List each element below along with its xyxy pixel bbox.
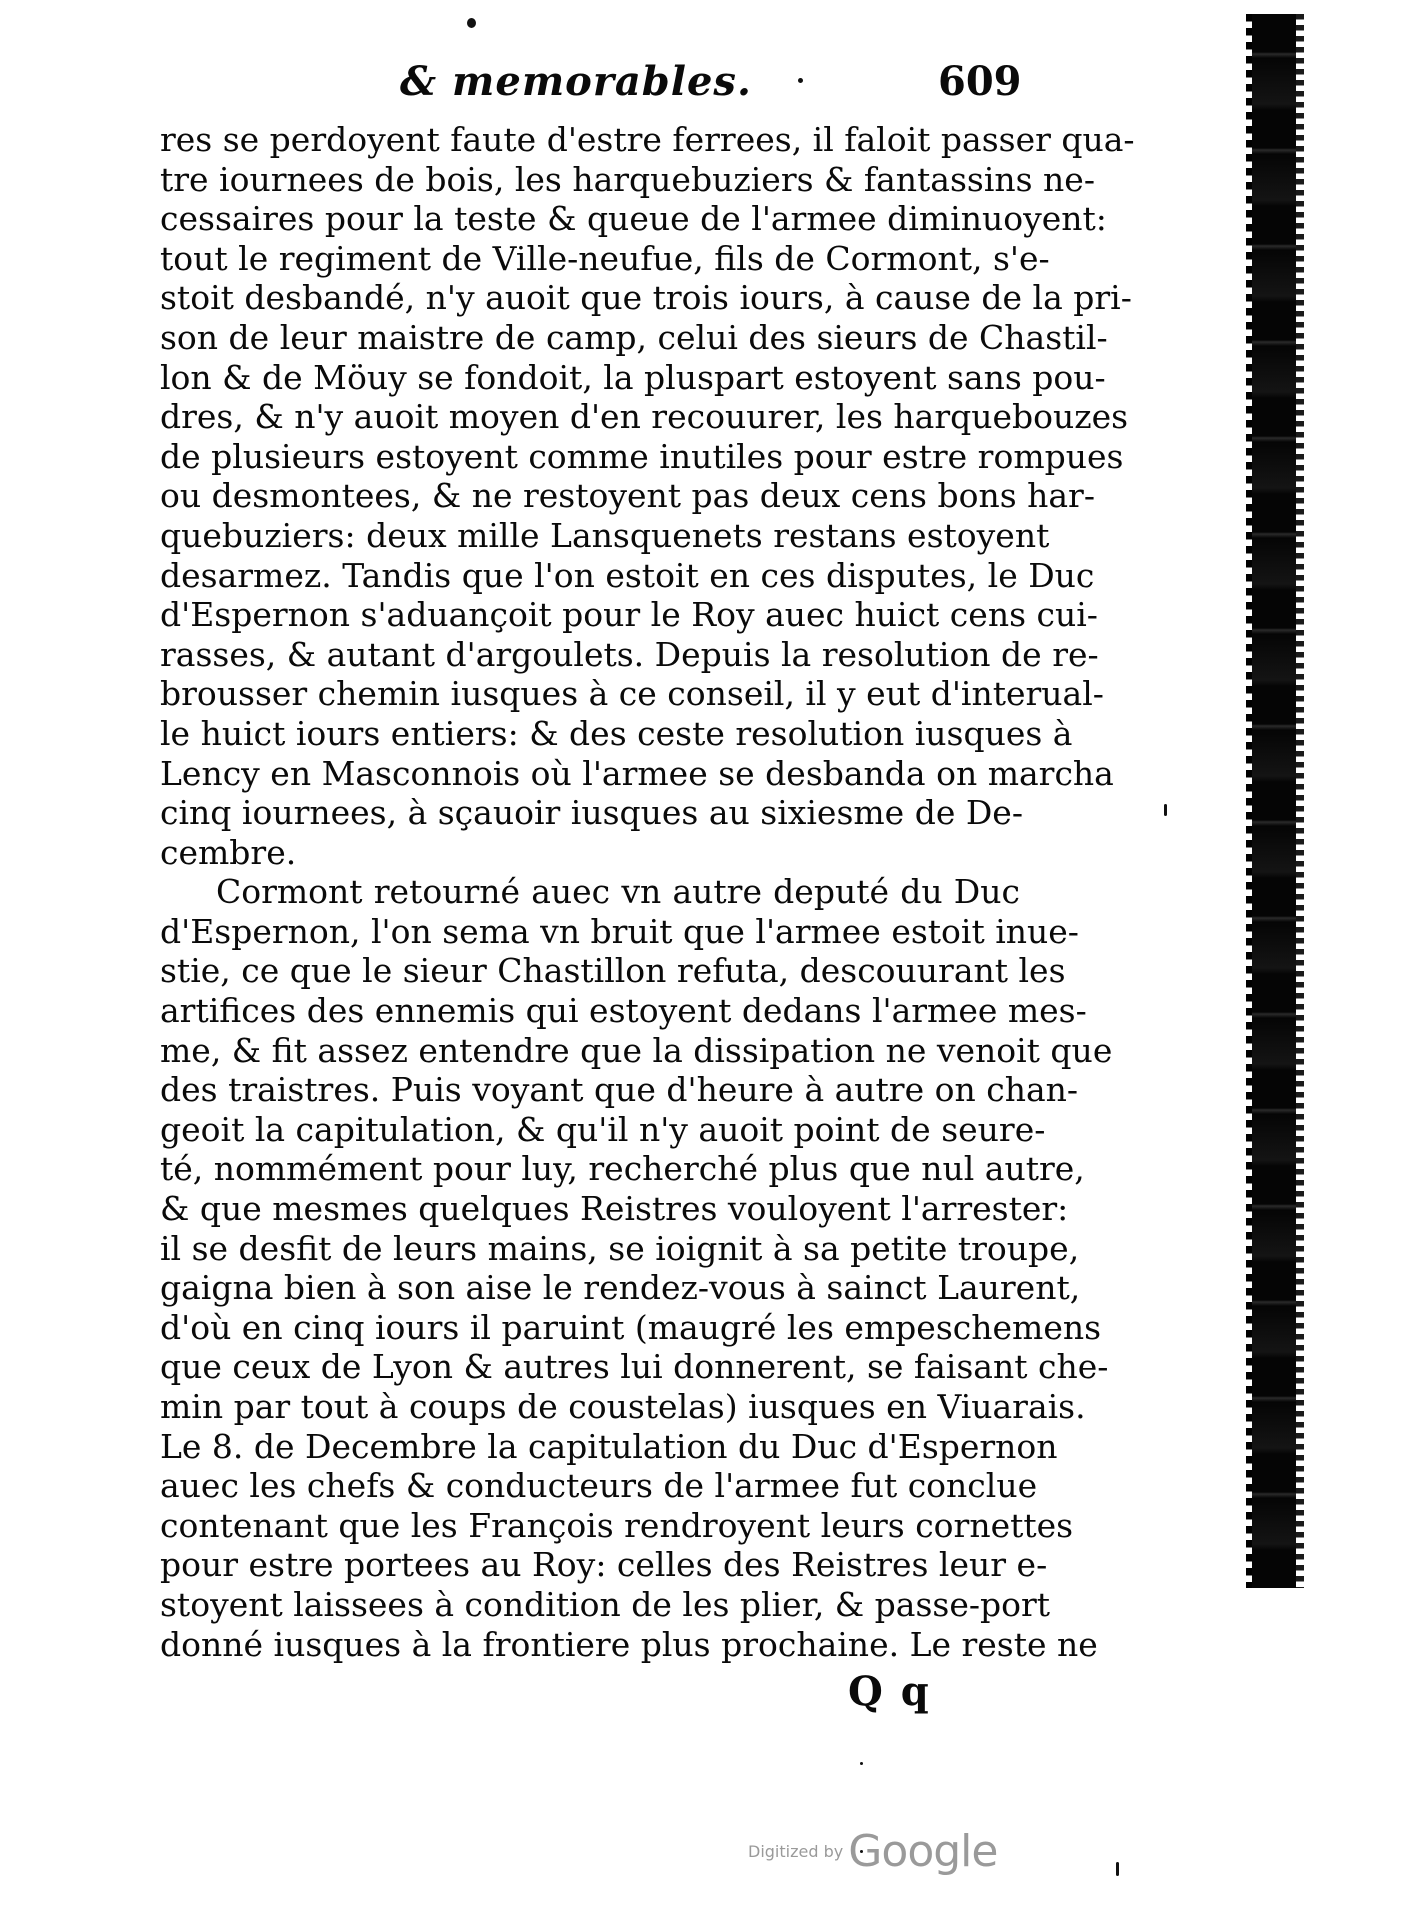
book-binding-edge [1252,14,1296,1588]
text-line: dres, & n'y auoit moyen d'en recouurer, les harquebouzes [160,397,1129,437]
digitized-prefix: Digitized by [748,1842,844,1861]
text-line: ou desmontees, & ne restoyent pas deux cens bons har- [160,476,1095,516]
text-line: d'Espernon, l'on sema vn bruit que l'armee estoit inue- [160,911,1079,951]
digitized-by-google-watermark [748,1826,997,1877]
text-line: contenant que les François rendroyent leurs cornettes [160,1505,1074,1545]
text-line: d'où en cinq iours il paruint (maugré les empeschemens [160,1307,1102,1347]
body-text [160,120,1135,1664]
text-line: stoyent laissees à condition de les plier, & passe-port [160,1584,1051,1624]
text-line: auec les chefs & conducteurs de l'armee fut conclue [160,1466,1038,1506]
text-line: stoit desbandé, n'y auoit que trois iours, à cause de la pri- [160,278,1132,318]
text-line: geoit la capitulation, & qu'il n'y auoit point de seure- [160,1109,1046,1149]
text-line: Le 8. de Decembre la capitulation du Duc d'Espernon [160,1426,1058,1466]
text-line: son de leur maistre de camp, celui des sieurs de Chastil- [160,317,1108,357]
ink-dot [467,18,476,28]
margin-speck [860,1762,863,1765]
running-head: & memorables. [400,58,752,105]
text-line: brousser chemin iusques à ce conseil, il y eut d'interual- [160,674,1104,714]
text-line: desarmez. Tandis que l'on estoit en ces disputes, le Duc [160,555,1095,595]
text-line: le huict iours entiers: & des ceste resolution iusques à [160,713,1073,753]
text-line: cinq iournees, à sçauoir iusques au sixiesme de De- [160,793,1023,833]
text-line: tout le regiment de Ville-neufue, fils de Cormont, s'e- [160,238,1050,278]
text-line: cessaires pour la teste & queue de l'armee diminuoyent: [160,199,1107,239]
text-line: pour estre portees au Roy: celles des Reistres leur e- [160,1545,1048,1585]
text-line: que ceux de Lyon & autres lui donnerent, se faisant che- [160,1347,1109,1387]
page-number: 609 [938,58,1022,105]
text-line: stie, ce que le sieur Chastillon refuta, descouurant les [160,951,1066,991]
text-line: lon & de Möuy se fondoit, la pluspart estoyent sans pou- [160,357,1106,397]
ink-dot [798,78,803,83]
text-line: rasses, & autant d'argoulets. Depuis la resolution de re- [160,634,1099,674]
text-line: gaigna bien à son aise le rendez-vous à sainct Laurent, [160,1268,1081,1308]
text-line: Lency en Masconnois où l'armee se desbanda on marcha [160,753,1114,793]
google-logo: Google [848,1826,998,1877]
text-line: me, & fit assez entendre que la dissipation ne venoit que [160,1030,1113,1070]
text-line: min par tout à coups de coustelas) iusques en Viuarais. [160,1387,1086,1426]
text-line: quebuziers: deux mille Lansquenets restans estoyent [160,515,1050,555]
paragraph-start: Cormont retourné auec vn autre deputé du Duc [216,872,1020,912]
margin-speck [1116,1862,1119,1876]
signature-mark: Q q [848,1668,931,1715]
text-line: artifices des ennemis qui estoyent dedans l'armee mes- [160,991,1087,1031]
text-line: il se desfit de leurs mains, se ioignit à sa petite troupe, [160,1228,1080,1268]
text-line: de plusieurs estoyent comme inutiles pour estre rompues [160,436,1124,476]
text-line: donné iusques à la frontiere plus prochaine. Le reste ne [160,1624,1098,1664]
text-line: cembre. [160,832,297,872]
text-line: res se perdoyent faute d'estre ferrees, il faloit passer qua- [160,120,1135,159]
text-line: & que mesmes quelques Reistres vouloyent l'arrester: [160,1189,1069,1229]
text-line: té, nommément pour luy, recherché plus que nul autre, [160,1149,1085,1189]
margin-speck [1164,804,1167,816]
text-line: d'Espernon s'aduançoit pour le Roy auec huict cens cui- [160,595,1098,635]
text-line: tre iournees de bois, les harquebuziers & fantassins ne- [160,159,1095,199]
text-line: des traistres. Puis voyant que d'heure à autre on chan- [160,1070,1079,1110]
